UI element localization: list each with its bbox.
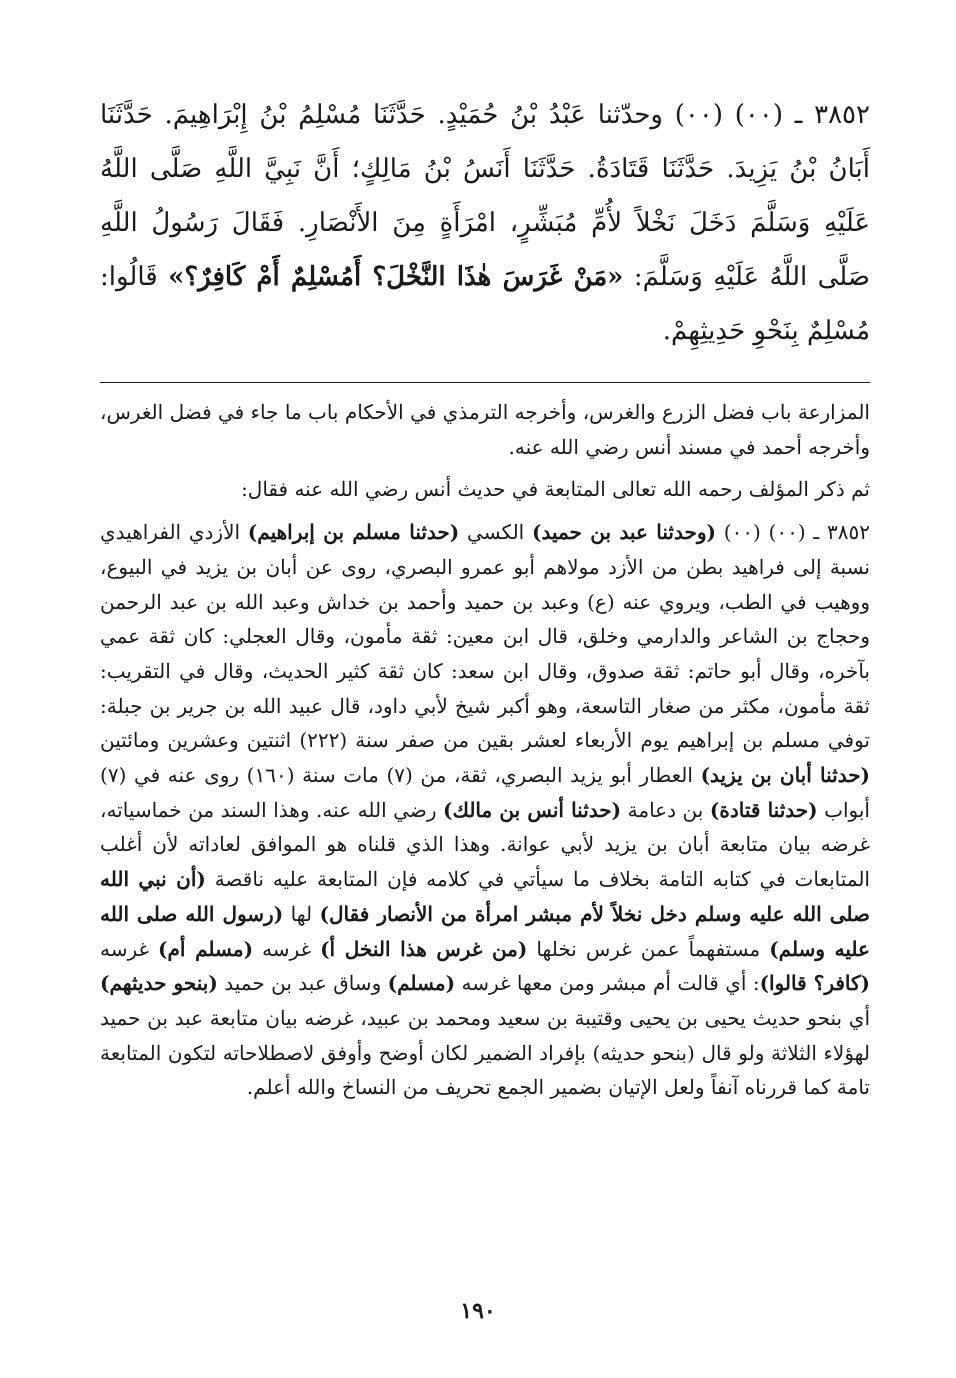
text-run: غرسه <box>100 936 159 961</box>
bold-run: (حدثنا مسلم بن إبراهيم) <box>247 520 460 545</box>
hadith-ending: قَالُوا: مُسْلِمٌ بِنَحْوِ حَدِيثِهِمْ. <box>100 262 870 346</box>
text-run: الأزدي الفراهيدي نسبة إلى فراهيد بطن من الأزد مولاهم أبو عمرو البصري، روى عن أبان بن يزيد في البيوع، ووهيب في الطب، ويروي عنه (ع) وعبد بن حميد وأحمد بن خداش وعبد الله بن عبد الرحمن وحجاج بن الشاعر والدارمي وخلق، قال ابن معين: ثقة مأمون، وقال العجلي: كان ثقة عمي بآخره، وقال أبو حاتم: ثقة صدوق، وقال ابن سعد: كان ثقة كثير الحديث، وقال في التقريب: ثقة مأمون، مكثر من صغار التاسعة، وهو أكبر شيخ لأبي داود، قال عبيد الله بن جرير بن جبلة: توفي مسلم بن إبراهيم يوم الأربعاء لعشر بقين من صفر سنة (٢٢٢) اثنتين وعشرين ومائتين <box>100 520 871 753</box>
text-run: غرسه <box>253 936 321 961</box>
text-run: الكسي <box>459 520 532 545</box>
commentary-paragraph-3 <box>100 515 870 1105</box>
hadith-quote: «مَنْ غَرَسَ هٰذَا النَّخْلَ؟ أَمُسْلِمٌ أَمْ كَافِرٌ؟» <box>168 262 624 292</box>
text-run: : أي قالت أم مبشر ومن معها غرسه <box>455 971 760 996</box>
text-run: ٣٨٥٢ ـ (٠٠) (٠٠) <box>715 520 871 545</box>
bold-run: (رسول الله صلى الله عليه وسلم) <box>100 901 870 961</box>
bold-run: (حدثنا أبان بن يزيد) <box>700 763 871 788</box>
text-run: وساق عبد بن حميد <box>217 971 388 996</box>
bold-run: (كافر؟ قالوا) <box>759 971 870 996</box>
page-number: ١٩٠ <box>460 1298 496 1324</box>
page-body <box>100 88 870 1105</box>
commentary-paragraph-1: المزارعة باب فضل الزرع والغرس، وأخرجه الترمذي في الأحكام باب ما جاء في فضل الغرس، وأخرجه أحمد في مسند أنس رضي الله عنه. <box>100 400 870 459</box>
bold-run: (مسلم أم) <box>158 936 254 961</box>
bold-run: (أن نبي الله صلى الله عليه وسلم دخل نخلاً لأم مبشر امرأة من الأنصار فقال) <box>100 867 870 926</box>
commentary <box>100 395 870 1105</box>
bold-run: (بنحو حديثهم) <box>100 971 218 996</box>
bold-run: (وحدثنا عبد بن حميد) <box>532 520 716 545</box>
bold-run: (مسلم) <box>387 971 456 996</box>
hadith-chain: ٣٨٥٢ ـ (٠٠) (٠٠) وحدّثنا عَبْدُ بْنُ حُمَيْدٍ. حَدَّثَنَا مُسْلِمُ بْنُ إِبْرَاهِيمَ. حَدَّثَنَا أَبَانُ بْنُ يَزِيدَ. حَدَّثَنَا قَتَادَةُ. حَدَّثَنَا أَنَسُ بْنُ مَالِكٍ؛ أَنَّ نَبِيَّ اللَّهِ صَلَّى اللَّهُ عَلَيْهِ وَسَلَّمَ دَخَلَ نَخْلاً لأُمِّ مُبَشِّرٍ، امْرَأَةٍ مِنَ الأَنْصَارِ. فَقَالَ رَسُولُ اللَّهِ صَلَّى اللَّهُ عَلَيْهِ وَسَلَّمَ: <box>100 100 870 292</box>
bold-run: (من غرس هذا النخل أ) <box>320 936 528 961</box>
text-run: مستفهماً عمن غرس نخلها <box>527 936 770 961</box>
text-run: أي بنحو حديث يحيى بن يحيى وقتيبة بن سعيد ومحمد بن عبيد، غرضه بيان متابعة عبد بن حميد لهؤلاء الثلاثة ولو قال (بنحو حديثه) بإفراد الضمير لكان أوضح وأوفق لاصطلاحاته لتكون المتابعة تامة كما قررناه آنفاً ولعل الإتيان بضمير الجمع تحريف من النساخ والله أعلم. <box>100 1005 870 1100</box>
text-run: لها <box>283 901 320 926</box>
bold-run: (حدثنا قتادة) <box>709 797 818 822</box>
text-run: بن دعامة <box>621 797 710 822</box>
text-run: رضي الله عنه. وهذا السند من خماسياته، غرضه بيان متابعة أبان بن يزيد لأبي عوانة. وهذا الذي قلناه هو الموافق لعاداته لأن أغلب المتابعات في كتابه التامة بخلاف ما سيأتي في كلامه فإن المتابعة عليه ناقصة <box>100 797 870 892</box>
bold-run: (حدثنا أنس بن مالك) <box>443 797 622 822</box>
commentary-paragraph-2: ثم ذكر المؤلف رحمه الله تعالى المتابعة في حديث أنس رضي الله عنه فقال: <box>241 477 870 502</box>
hadith-text <box>100 88 870 358</box>
text-run: العطار أبو يزيد البصري، ثقة، من (٧) مات سنة (١٦٠) روى عنه في (٧) أبواب <box>100 763 870 822</box>
footnote-divider <box>100 382 870 383</box>
